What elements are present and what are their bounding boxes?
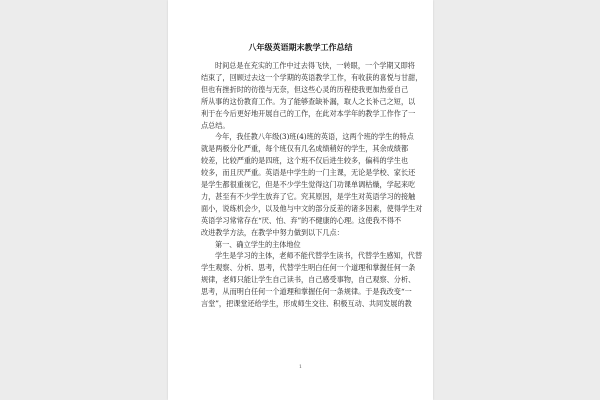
text-line: 点总结。 — [201, 120, 230, 130]
text-line: 改进教学方法，在教学中努力做到以下几点： — [201, 227, 344, 237]
text-line: 利于在今后更好地开展自己的工作，在此对本学年的教学工作作了一 — [201, 108, 416, 118]
document-page — [168, 0, 433, 400]
text-line: 时间总是在充实的工作中过去得飞快，一转眼，一个学期又即将 — [215, 61, 415, 70]
text-line: 较多，而且厌严重。英语是中学生的一门主课，无论是学校、家长还 — [201, 168, 416, 178]
text-line: 是学生都很重视它，但是不少学生觉得这门功课单调枯燥，学起来吃 — [201, 180, 416, 189]
text-line: 力，甚至有不少学生放弃了它。究其原因，是学生对英语学习的接触 — [201, 191, 416, 201]
text-line: 学生是学习的主体，老师不能代替学生读书，代替学生感知，代替 — [215, 251, 423, 261]
page-number: 1 — [298, 364, 303, 370]
text-line: 学生观察、分析、思考，代替学生明白任何一个道理和掌握任何一条 — [201, 263, 416, 273]
document-title: 八年级英语期末教学工作总结 — [248, 42, 353, 52]
text-line: 思考，从而明白任何一个道理和掌握任何一条规律。于是我改变“一 — [201, 287, 412, 297]
text-line: 面小，说练机会少，以及他与中文的部分反差的诸多因素，使得学生对 — [201, 203, 423, 213]
text-line: 今年，我任教八年级(3)班(4)班的英语，这两个班的学生的特点 — [215, 132, 414, 142]
text-line: 第一、确立学生的主体地位 — [215, 239, 301, 249]
text-line: 结束了，回顾过去这一个学期的英语教学工作，有收获的喜悦与甘甜， — [201, 72, 423, 82]
text-line: 就是两极分化严重，每个班仅有几名成绩稍好的学生，其余成绩都 — [201, 144, 409, 154]
text-line: 规律，老师只能让学生自己读书，自己感受事物，自己观察、分析、 — [201, 275, 416, 285]
text-line: 较差，比较严重的是四班，这个班不仅后进生较多，偏科的学生也 — [201, 156, 409, 166]
text-line: 所从事的这份教育工作。为了能够查缺补漏，取人之长补己之短，以 — [201, 96, 416, 106]
text-line: 但也有挫折时的彷徨与无奈，但这些心灵的历程使我更加热爱自己 — [201, 84, 409, 94]
text-line: 言堂”，把课堂还给学生，形成师生交往、积极互动、共同发展的教 — [201, 299, 412, 308]
text-line: 英语学习常常存在“厌、怕、弃”的不健康的心理。这使我不得不 — [201, 215, 402, 225]
